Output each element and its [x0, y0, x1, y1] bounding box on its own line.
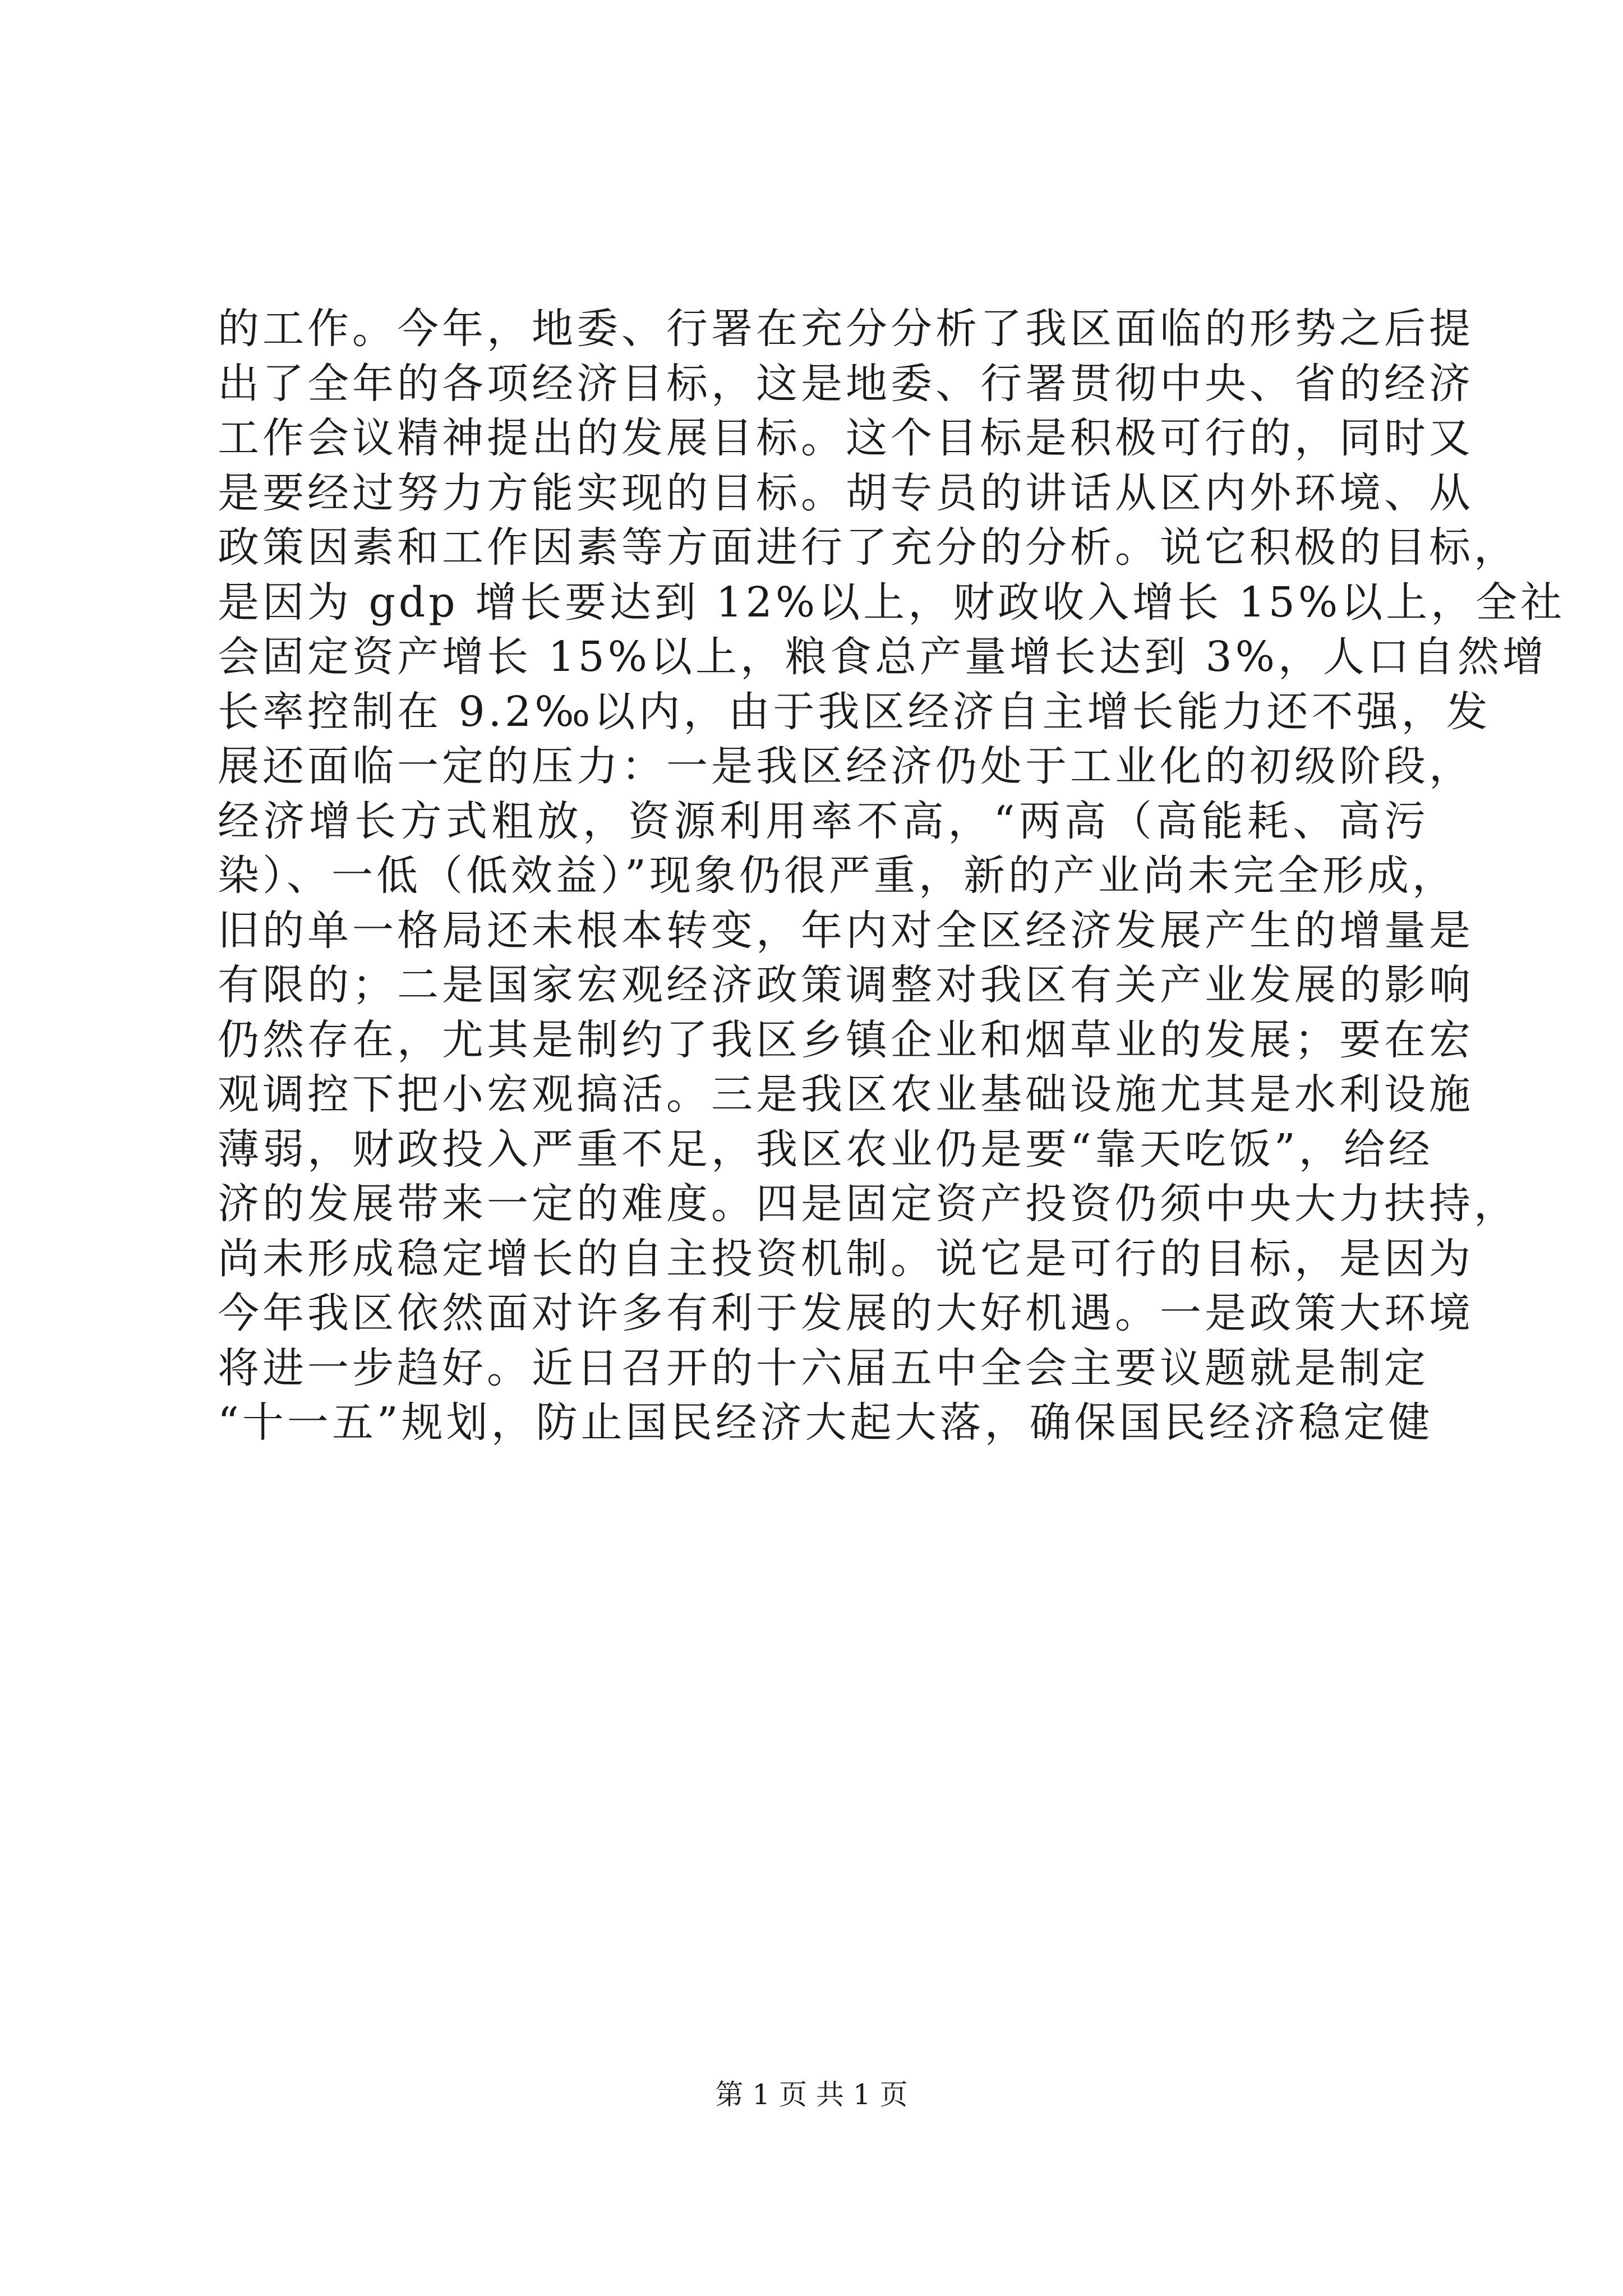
text-line: 会固定资产增长 15%以上，粮食总产量增长达到 3%，人口自然增	[218, 633, 1547, 681]
text-line: 观调控下把小宏观搞活。三是我区农业基础设施尤其是水利设施	[218, 1070, 1474, 1119]
text-line: 有限的；二是国家宏观经济政策调整对我区有关产业发展的影响	[218, 961, 1474, 1009]
text-line: 的工作。今年，地委、行署在充分分析了我区面临的形势之后提	[218, 305, 1474, 353]
text-line: 薄弱，财政投入严重不足，我区农业仍是要“靠天吃饭”，给经	[218, 1125, 1433, 1174]
text-line: 将进一步趋好。近日召开的十六届五中全会主要议题就是制定	[218, 1343, 1429, 1392]
text-line: 是因为 gdp 增长要达到 12%以上，财政收入增长 15%以上，全社	[218, 578, 1566, 627]
text-line: “十一五”规划，防止国民经济大起大落，确保国民经济稳定健	[218, 1398, 1433, 1447]
text-line: 染）、一低（低效益）”现象仍很严重，新的产业尚未完全形成，	[218, 852, 1457, 900]
page-footer	[0, 2077, 1623, 2113]
text-line: 经济增长方式粗放，资源利用率不高，“两高（高能耗、高污	[218, 797, 1429, 845]
text-line: 旧的单一格局还未根本转变，年内对全区经济发展产生的增量是	[218, 906, 1474, 955]
page-number-label: 第 1 页 共 1 页	[715, 2078, 908, 2111]
text-line: 济的发展带来一定的难度。四是固定资产投资仍须中央大力扶持，	[218, 1180, 1519, 1228]
text-line: 工作会议精神提出的发展目标。这个目标是积极可行的，同时又	[218, 414, 1474, 462]
body-text	[218, 302, 1566, 1451]
text-line: 是要经过努力方能实现的目标。胡专员的讲话从区内外环境、从	[218, 468, 1474, 517]
text-line: 出了全年的各项经济目标，这是地委、行署贯彻中央、省的经济	[218, 359, 1474, 408]
text-line: 政策因素和工作因素等方面进行了充分的分析。说它积极的目标，	[218, 523, 1519, 572]
text-line: 今年我区依然面对许多有利于发展的大好机遇。一是政策大环境	[218, 1289, 1474, 1337]
text-line: 尚未形成稳定增长的自主投资机制。说它是可行的目标，是因为	[218, 1234, 1474, 1283]
text-line: 展还面临一定的压力：一是我区经济仍处于工业化的初级阶段，	[218, 742, 1474, 790]
text-line: 长率控制在 9.2‰以内，由于我区经济自主增长能力还不强，发	[218, 687, 1491, 736]
text-line: 仍然存在，尤其是制约了我区乡镇企业和烟草业的发展；要在宏	[218, 1015, 1474, 1064]
